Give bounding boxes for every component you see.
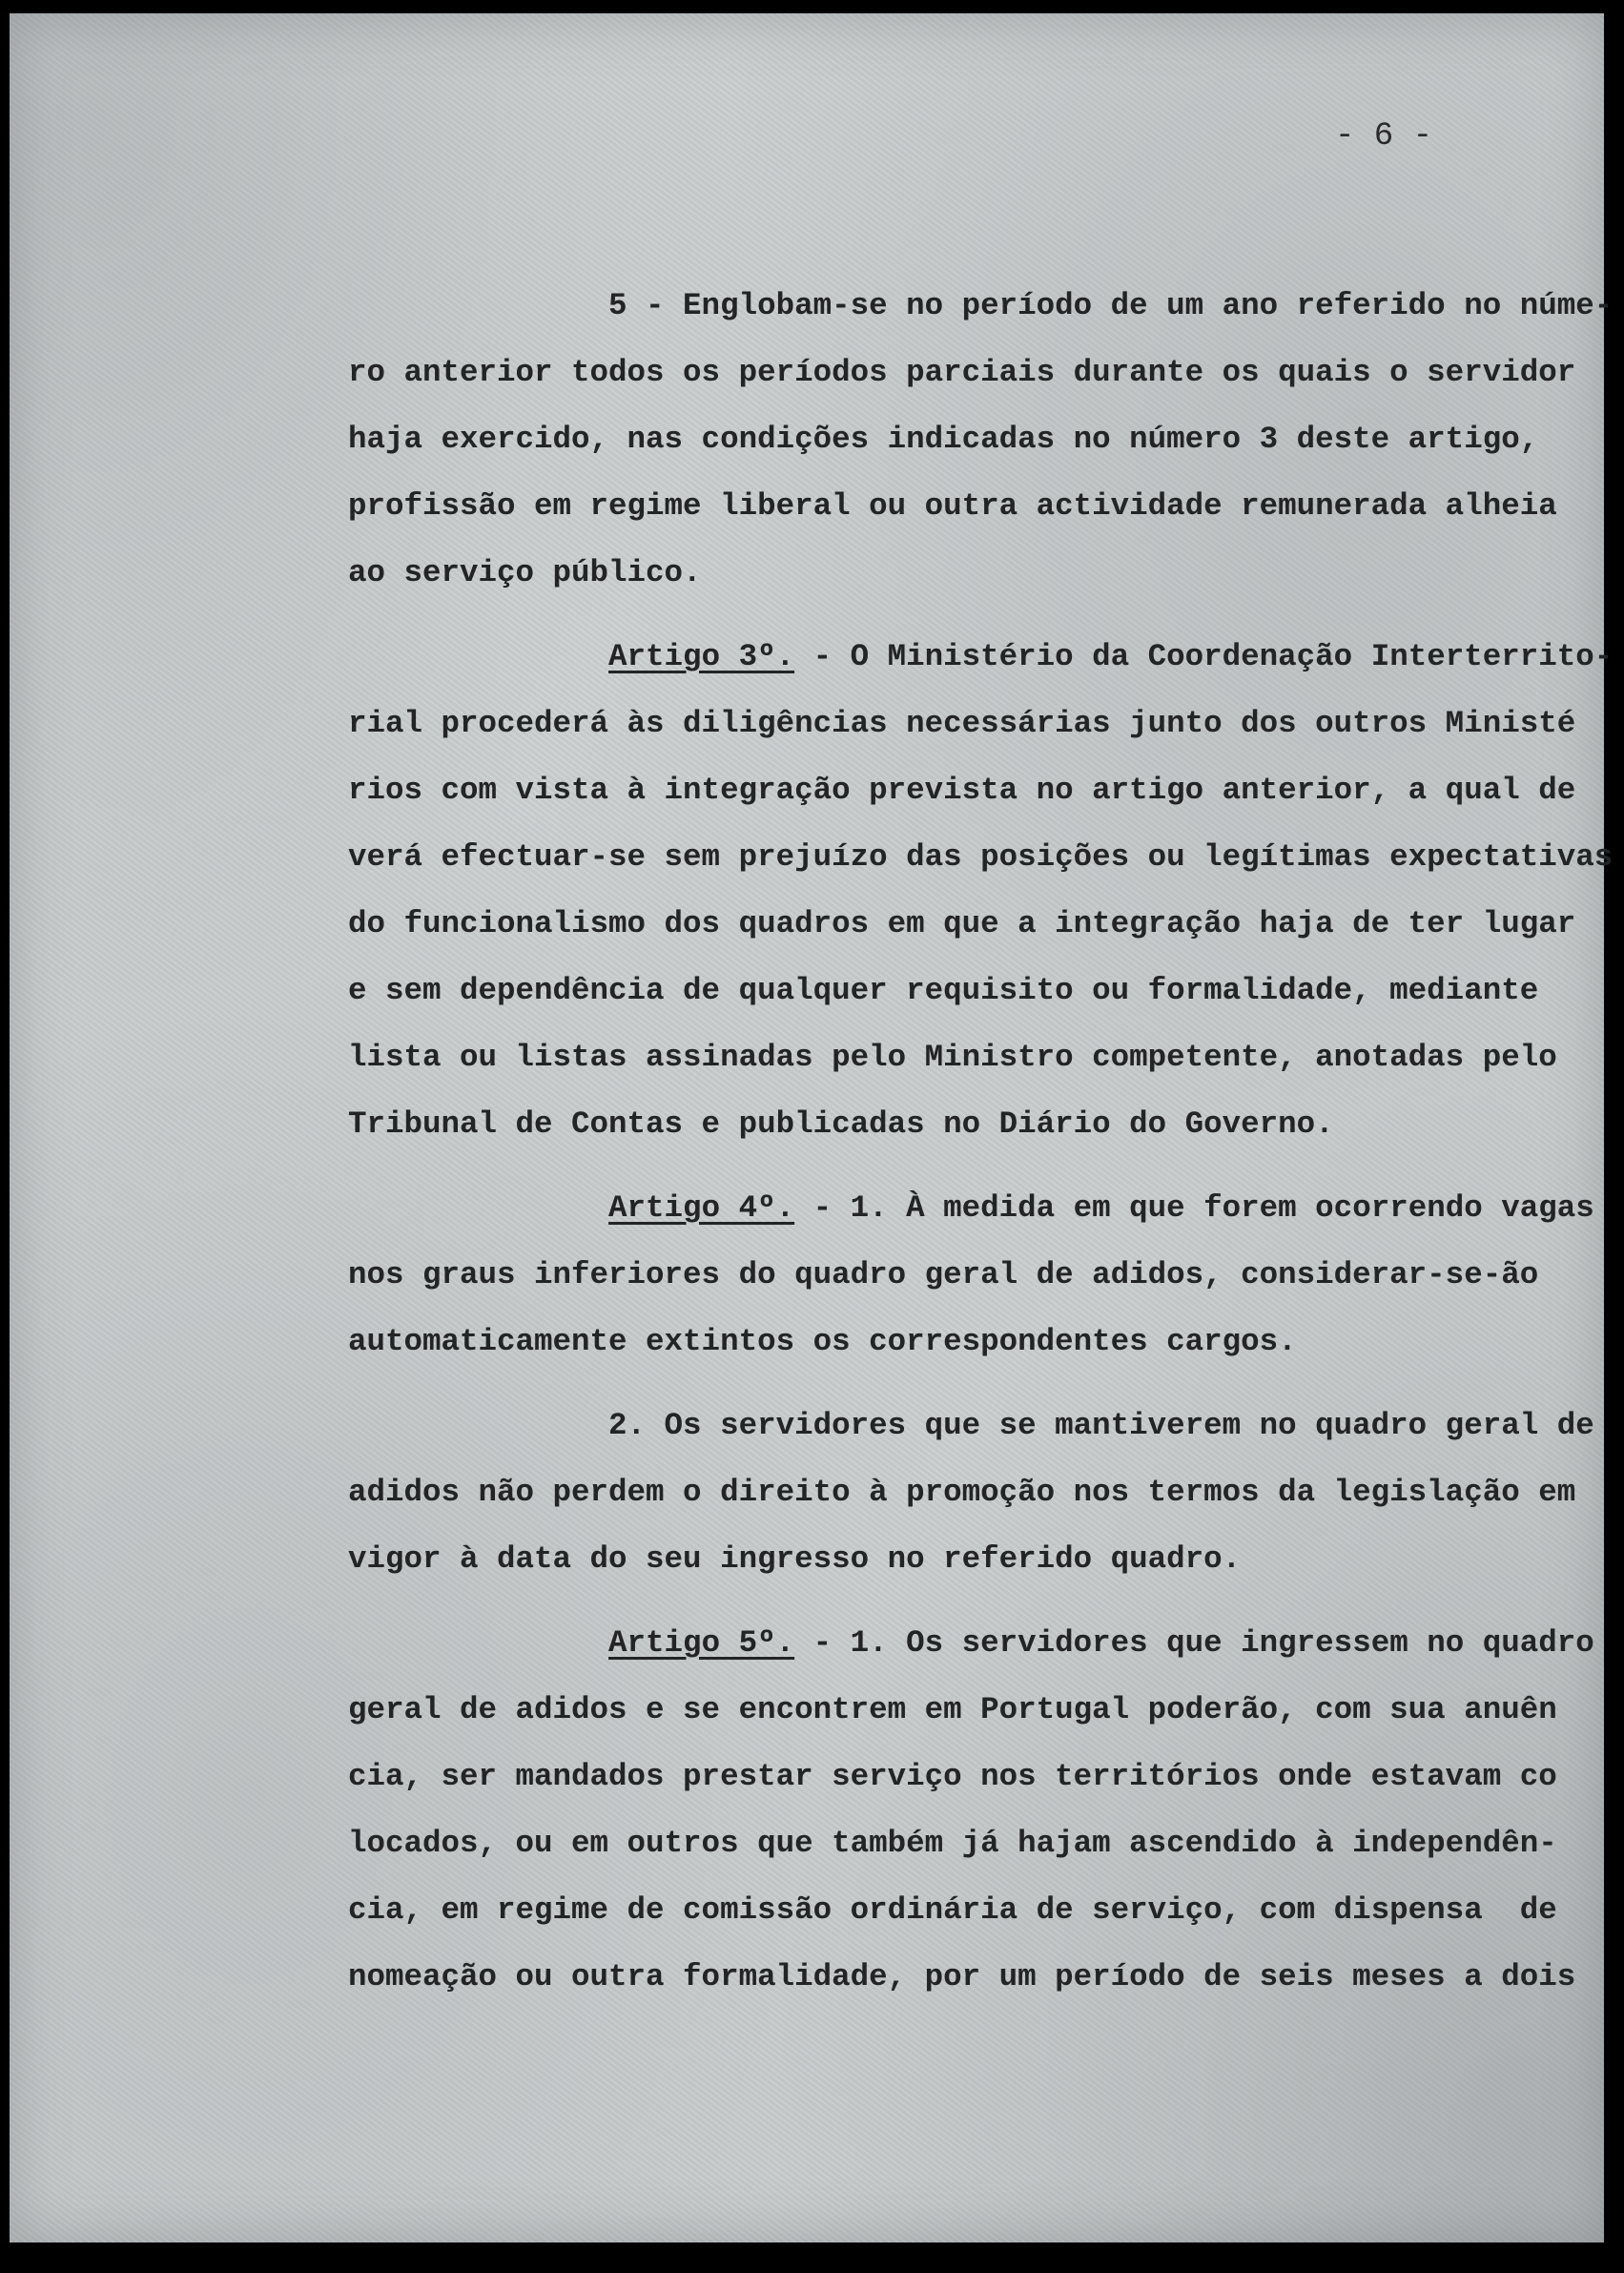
document-body [348, 273, 1614, 2011]
text-line: 2. Os servidores que se mantiverem no quadro geral de [348, 1408, 1594, 1443]
text-line: ro anterior todos os períodos parciais durante os quais o servidor [348, 355, 1576, 390]
text-line: adidos não perdem o direito à promoção nos termos da legislação em [348, 1475, 1576, 1510]
text-line: lista ou listas assinadas pelo Ministro competente, anotadas pelo [348, 1040, 1557, 1075]
text-line: 5 - Englobam-se no período de um ano referido no núme- [348, 288, 1614, 323]
article-heading: Artigo 3º. [608, 639, 795, 674]
text-span: - O Ministério da Coordenação Interterrito- [794, 639, 1614, 674]
text-line: ao serviço público. [348, 555, 702, 590]
article-4 [348, 1175, 1594, 1375]
article-heading: Artigo 5º. [608, 1625, 795, 1661]
article-5 [348, 1610, 1594, 2011]
text-line: profissão em regime liberal ou outra actividade remunerada alheia [348, 488, 1557, 524]
article-3 [348, 624, 1614, 1158]
text-line: nomeação ou outra formalidade, por um período de seis meses a dois [348, 1959, 1576, 1994]
text-line: do funcionalismo dos quadros em que a integração haja de ter lugar [348, 906, 1576, 941]
text-line [348, 1610, 1594, 1677]
text-line: haja exercido, nas condições indicadas no número 3 deste artigo, [348, 422, 1539, 457]
page-number: - 6 - [1335, 118, 1433, 155]
text-line: rios com vista à integração prevista no artigo anterior, a qual de [348, 773, 1576, 808]
text-line: nos graus inferiores do quadro geral de adidos, considerar-se-ão [348, 1257, 1539, 1292]
text-line: geral de adidos e se encontrem em Portugal poderão, com sua anuên [348, 1692, 1557, 1727]
indent [348, 639, 608, 674]
text-line: cia, ser mandados prestar serviço nos territórios onde estavam co [348, 1759, 1557, 1794]
text-line: verá efectuar-se sem prejuízo das posições ou legítimas expectativas [348, 839, 1614, 875]
text-line: locados, ou em outros que também já hajam ascendido à independên- [348, 1826, 1557, 1861]
text-line: automaticamente extintos os correspondentes cargos. [348, 1324, 1297, 1359]
text-span: - 1. À medida em que forem ocorrendo vagas [794, 1190, 1594, 1226]
document-page [10, 13, 1614, 2242]
text-line: cia, em regime de comissão ordinária de serviço, com dispensa de [348, 1892, 1557, 1928]
text-line: vigor à data do seu ingresso no referido quadro. [348, 1541, 1242, 1577]
indent [348, 1625, 608, 1661]
text-line: e sem dependência de qualquer requisito ou formalidade, mediante [348, 973, 1539, 1008]
indent [348, 1190, 608, 1226]
text-line [348, 624, 1614, 691]
article-heading: Artigo 4º. [608, 1190, 795, 1226]
text-line [348, 1175, 1594, 1242]
text-span: - 1. Os servidores que ingressem no quadro [794, 1625, 1594, 1661]
text-line: rial procederá às diligências necessárias junto dos outros Ministé [348, 706, 1576, 741]
article-4-item-2 [348, 1393, 1594, 1593]
paragraph-5 [348, 273, 1614, 607]
text-line: Tribunal de Contas e publicadas no Diário do Governo. [348, 1106, 1334, 1142]
